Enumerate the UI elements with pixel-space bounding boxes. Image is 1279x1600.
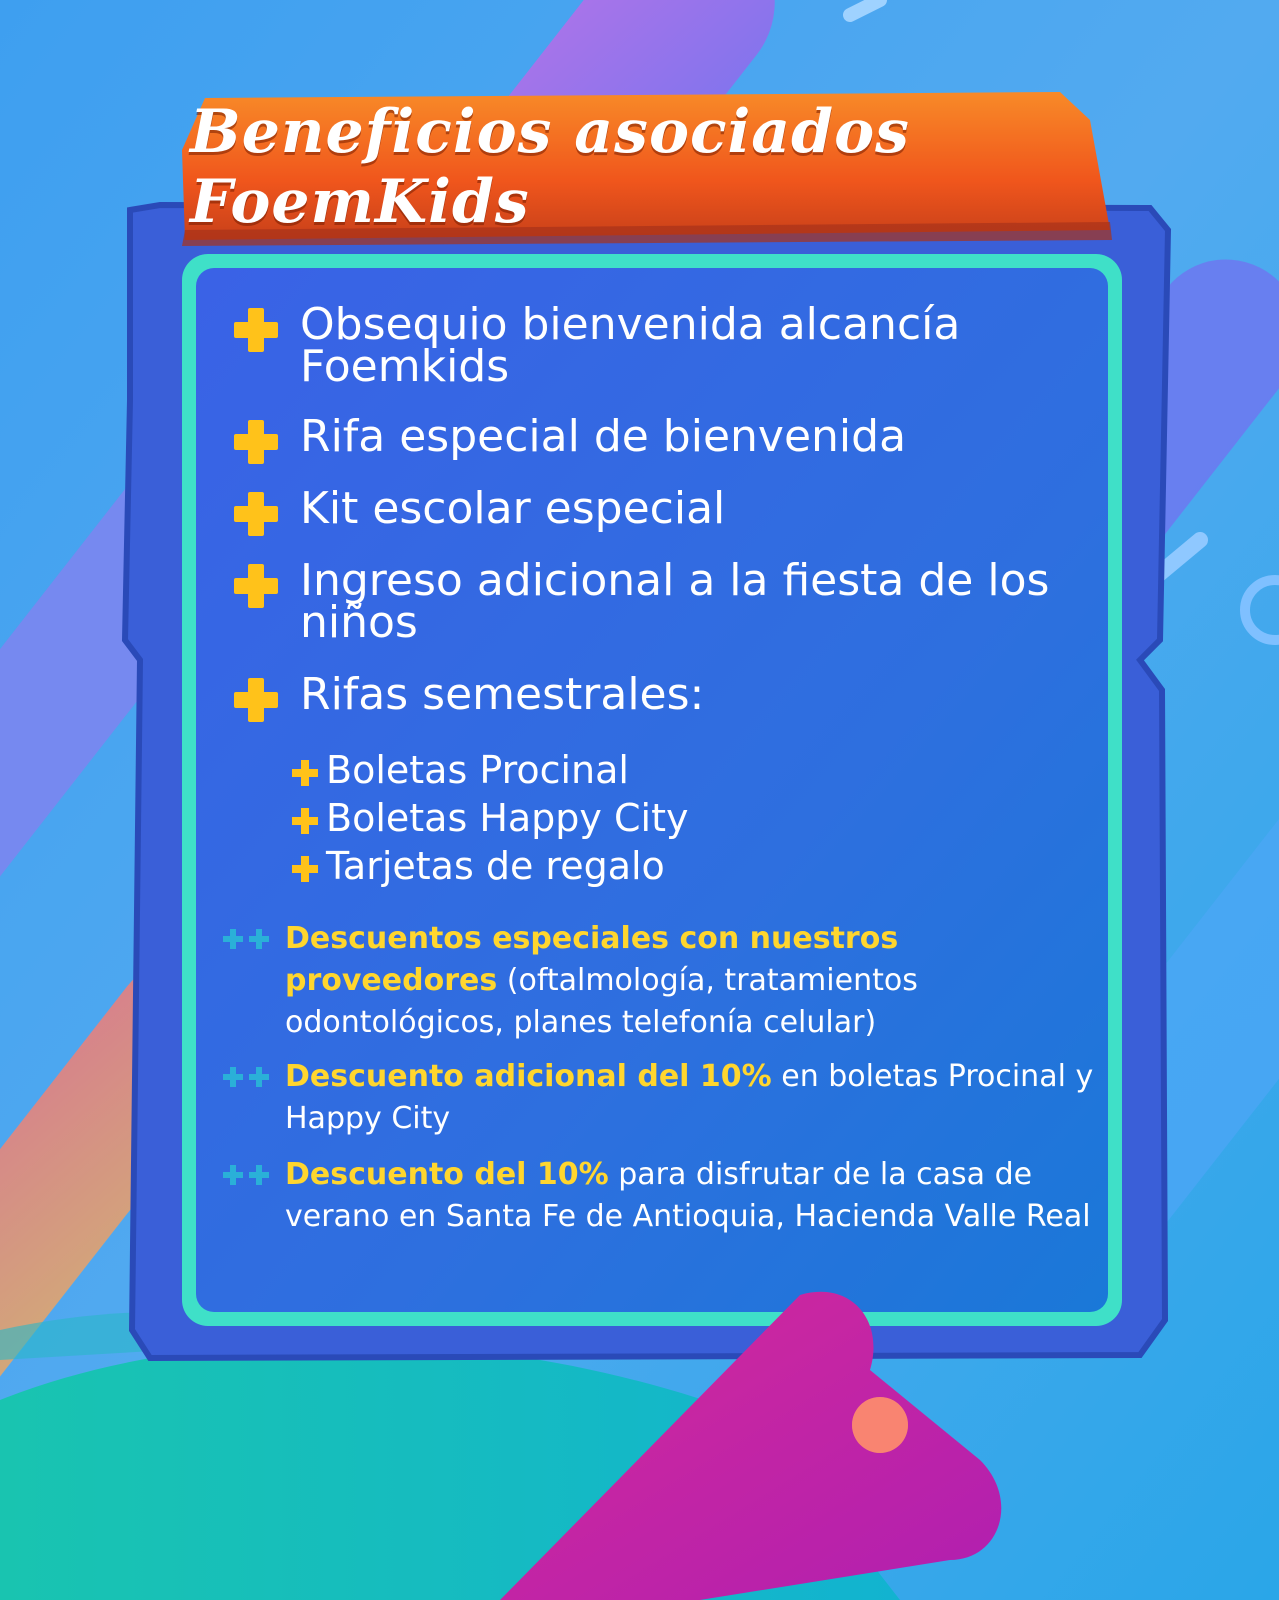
list-item xyxy=(290,746,890,794)
plus-icon xyxy=(232,418,280,466)
raffle-sub-list xyxy=(290,746,890,890)
list-item xyxy=(232,483,726,534)
benefit-label: Rifa especial de bienvenida xyxy=(300,411,907,462)
list-item xyxy=(232,555,1092,648)
discount-item xyxy=(285,1056,1095,1140)
page-title: Beneficios asociados FoemKids xyxy=(190,97,910,237)
raffle-item-label: Boletas Procinal xyxy=(326,748,629,792)
plus-icon xyxy=(232,676,280,724)
plus-icon xyxy=(290,806,320,836)
double-plus-icon xyxy=(222,1162,274,1188)
double-plus-icon xyxy=(222,926,274,952)
list-item xyxy=(232,299,1092,392)
list-item xyxy=(290,842,890,890)
benefit-label: Ingreso adicional a la fiesta de los niños xyxy=(300,555,1050,648)
benefit-label: Obsequio bienvenida alcancía Foemkids xyxy=(300,299,961,392)
plus-icon xyxy=(232,306,280,354)
raffle-item-label: Tarjetas de regalo xyxy=(326,844,665,888)
plus-icon xyxy=(232,562,280,610)
list-item xyxy=(232,669,705,720)
benefit-label: Rifas semestrales: xyxy=(300,669,705,720)
discount-item xyxy=(285,918,1095,1044)
discount-item xyxy=(285,1154,1095,1238)
discount-highlight: Descuento adicional del 10% xyxy=(285,1059,772,1094)
plus-icon xyxy=(232,490,280,538)
plus-icon xyxy=(290,758,320,788)
list-item xyxy=(232,411,907,462)
discount-detail: para disfrutar de la casa de verano en Santa Fe de Antioquia, Hacienda Valle Real xyxy=(285,1157,1091,1234)
list-item xyxy=(290,794,890,842)
discount-highlight: Descuentos especiales con nuestros proveedores xyxy=(285,921,899,998)
discount-highlight: Descuento del 10% xyxy=(285,1157,609,1192)
benefit-label: Kit escolar especial xyxy=(300,483,726,534)
double-plus-icon xyxy=(222,1064,274,1090)
discount-detail: en boletas Procinal y Happy City xyxy=(285,1059,1094,1136)
discount-detail: (oftalmología, tratamientos odontológicos, planes telefonía celular) xyxy=(285,963,918,1040)
plus-icon xyxy=(290,854,320,884)
raffle-item-label: Boletas Happy City xyxy=(326,796,689,840)
